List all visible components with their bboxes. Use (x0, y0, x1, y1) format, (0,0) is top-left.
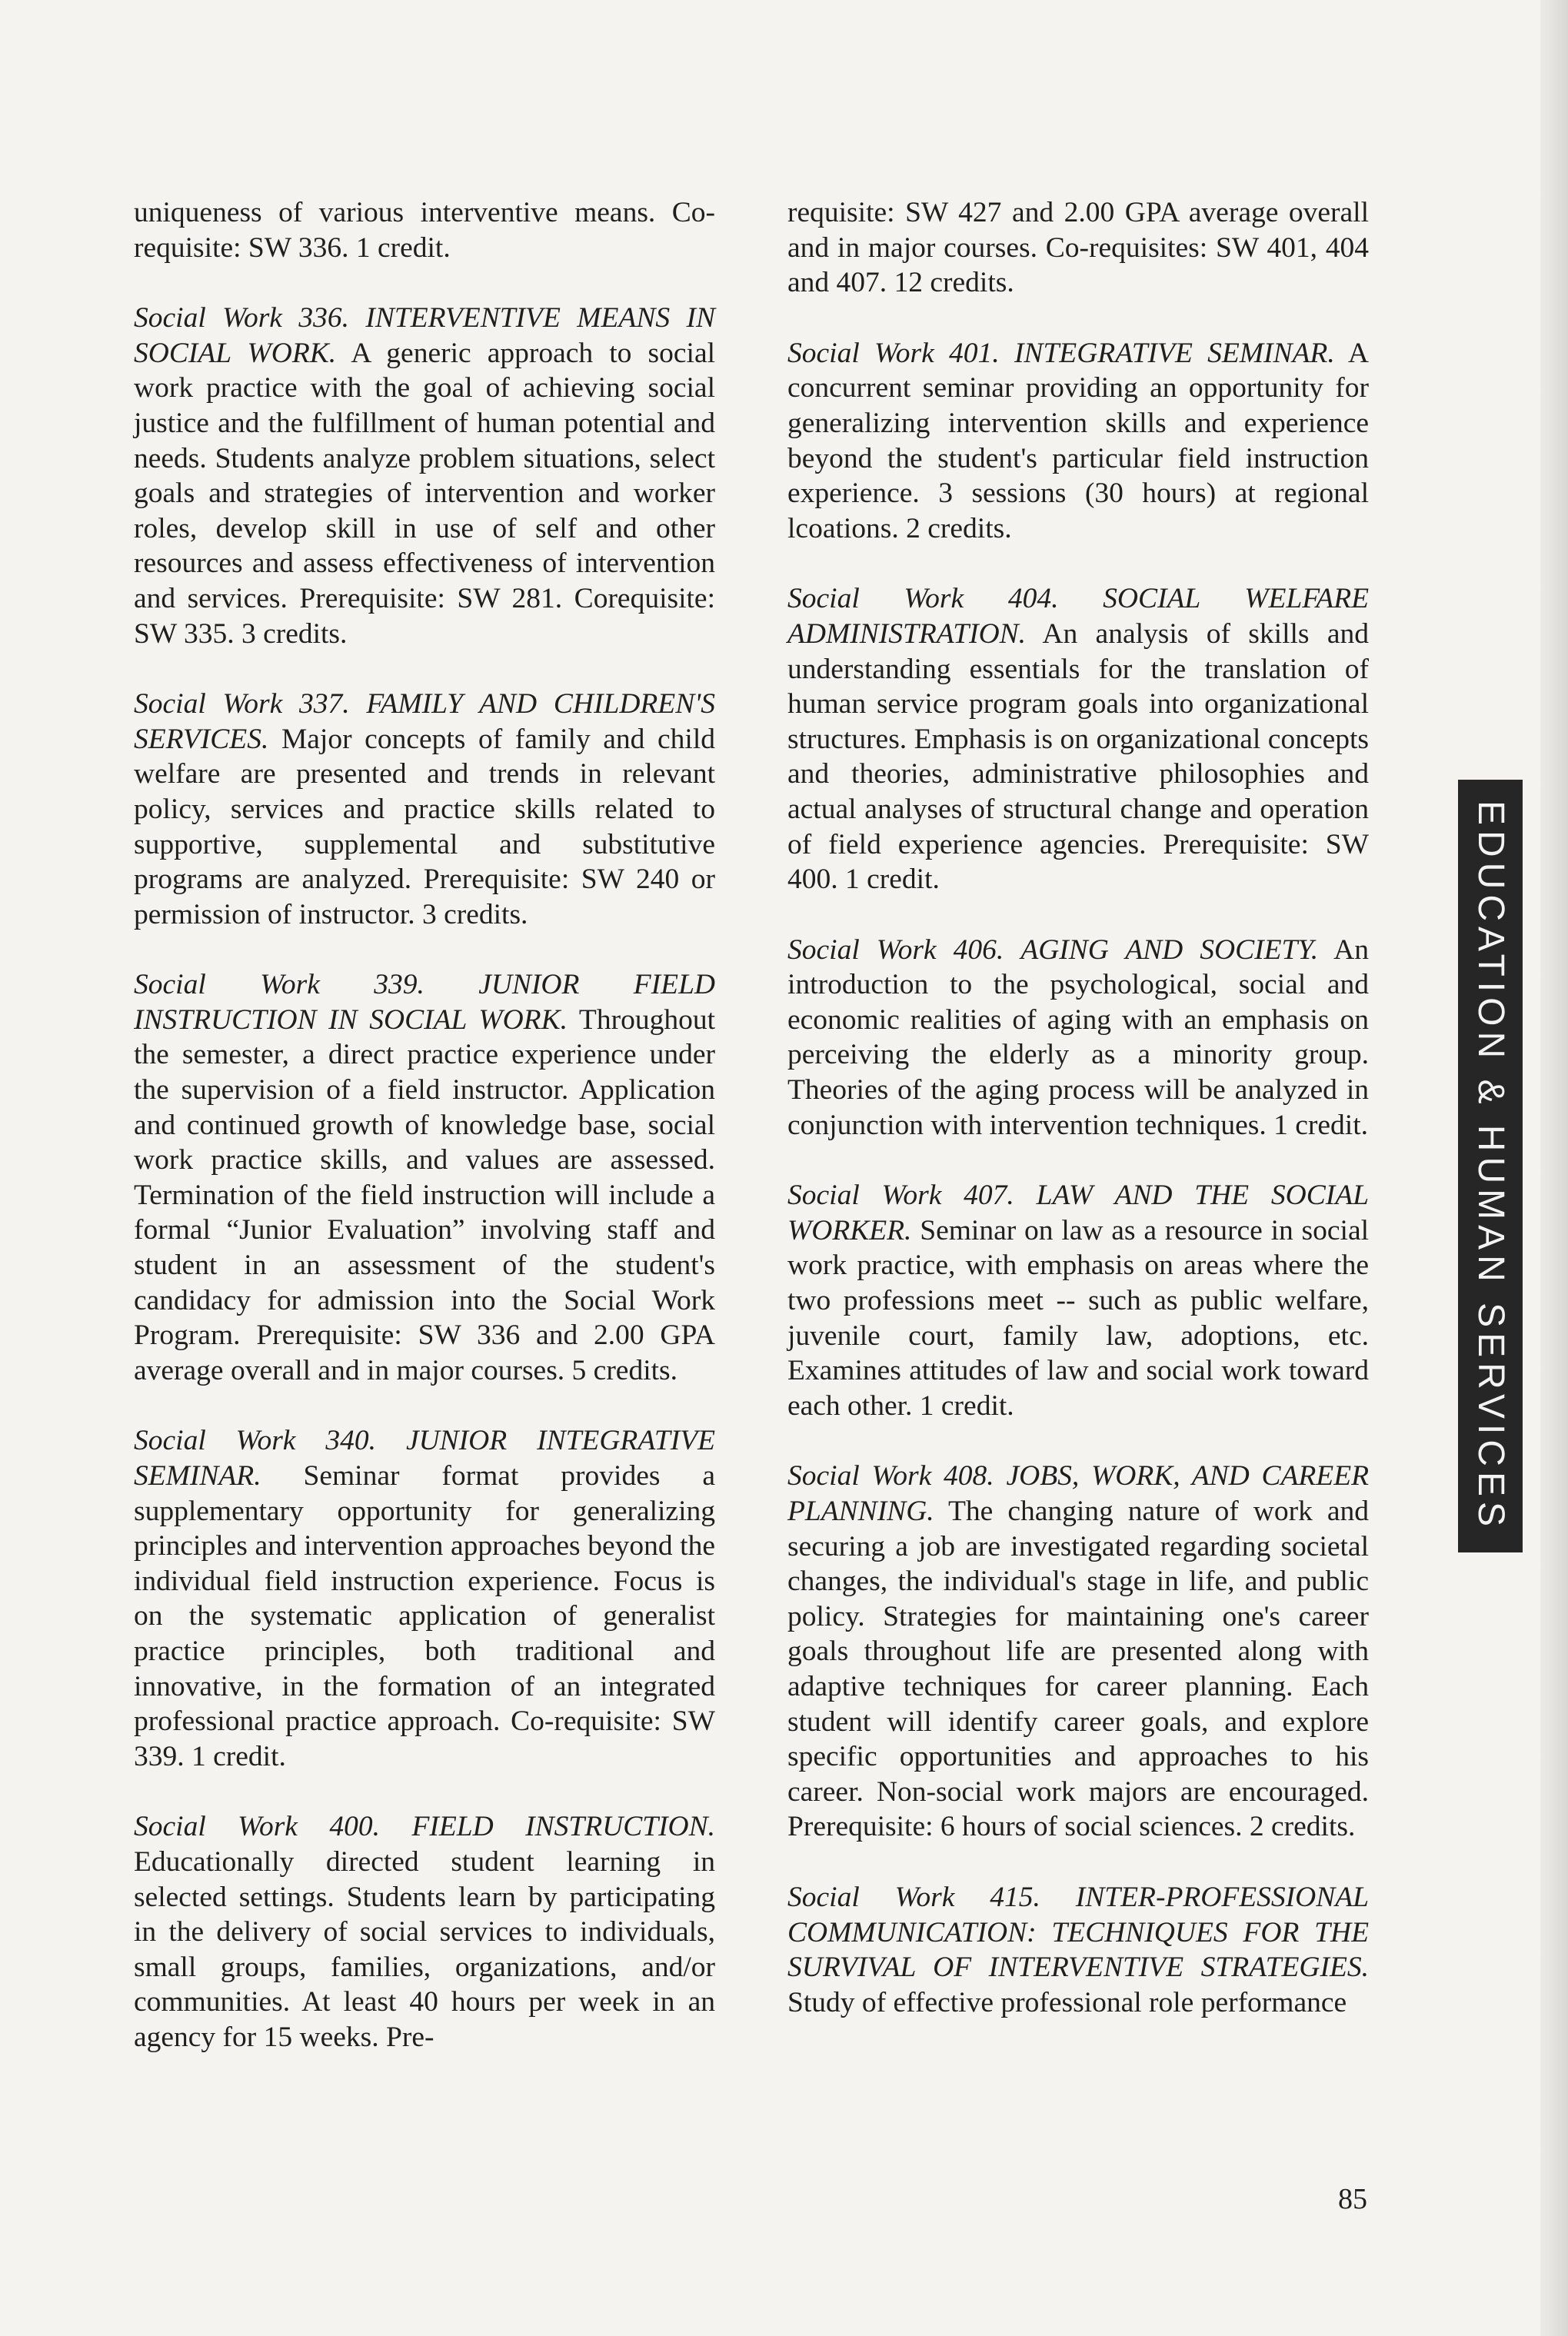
course-label: Social Work 407. (787, 1180, 1014, 1212)
course-entry-sw407 (787, 1178, 1369, 1423)
course-entry-sw337 (134, 687, 715, 932)
course-title: INTEGRATIVE SEMINAR. (1014, 337, 1335, 369)
course-body: An introduction to the psychological, social and economic realities of aging with an emphasis on perceiving the elderly as a minority group. Theories of the aging process will be analyzed in conjunction with intervention techniques. 1 credit. (787, 933, 1370, 1141)
course-title: AGING AND SOCIETY. (1020, 933, 1319, 966)
course-entry-sw408 (787, 1459, 1369, 1845)
course-description (134, 1423, 715, 1774)
course-entry-sw401 (787, 336, 1369, 547)
course-body: Seminar on law as a resource in social work practice, with emphasis on areas where the two professions meet -- such as public welfare, juvenile court, family law, adoptions, etc. Examines attitudes of law and social work toward each other. 1 credit. (787, 1214, 1370, 1422)
course-title: INTERVENTIVE MEANS IN SOCIAL WORK. (134, 302, 716, 369)
section-side-tab (1458, 780, 1523, 1552)
course-label: Social Work 339. (134, 969, 424, 1001)
course-label: Social Work 415. (787, 1881, 1040, 1913)
course-title: JUNIOR FIELD INSTRUCTION IN SOCIAL WORK. (134, 969, 716, 1036)
course-description (787, 1459, 1369, 1845)
left-column (134, 195, 715, 2091)
course-entry-sw406 (787, 933, 1369, 1143)
course-entry-sw404 (787, 581, 1369, 897)
course-body: Major concepts of family and child welfare are presented and trends in relevant policy, services and practice skills related to supportive, supplemental and substitutive programs are analyzed. Prerequisite: SW 240 or permission of instructor. 3 credits. (134, 723, 716, 930)
course-description (787, 336, 1369, 547)
course-body: Seminar format provides a supplementary opportunity for generalizing principles and intervention approaches beyond the individual field instruction experience. Focus is on the systematic application of generalist practice principles, both traditional and innovative, in the formation of an integrated professional practice approach. Co-requisite: SW 339. 1 credit. (134, 1460, 715, 1772)
course-body: An analysis of skills and understanding essentials for the translation of human service program goals into organizational structures. Emphasis is on organizational concepts and theories, administrative philosophies and actual analyses of structural change and operation of field experience agencies. Prerequisite: SW 400. 1 credit. (787, 617, 1369, 896)
course-label: Social Work 336. (134, 302, 349, 334)
course-entry-sw339 (134, 967, 715, 1388)
course-description (134, 687, 715, 932)
course-label: Social Work 400. (134, 1811, 380, 1843)
course-label: Social Work 401. (787, 337, 1000, 369)
course-entry-sw336 (134, 301, 715, 651)
course-description (134, 1809, 715, 2055)
course-title: SOCIAL WELFARE ADMINISTRATION. (787, 583, 1370, 650)
course-description (134, 967, 715, 1388)
course-body: A generic approach to social work practice with the goal of achieving social justice and the fulfillment of human potential and needs. Students analyze problem situations, select goals and strategies of intervention and worker roles, develop skill in use of self and other resources and assess effectiveness of intervention and services. Prerequisite: SW 281. Corequisite: SW 335. 3 credits. (134, 337, 716, 650)
course-label: Social Work 337. (134, 688, 350, 720)
page-edge-shadow (1540, 0, 1568, 2336)
course-entry-sw415 (787, 1880, 1369, 2020)
course-body: Educationally directed student learning in selected settings. Students learn by participating in the delivery of social services to individuals, small groups, families, organizations, and/or communities. At least 40 hours per week in an agency for 15 weeks. Pre- (134, 1845, 715, 2053)
course-body: Throughout the semester, a direct practice experience under the supervision of a field instructor. Application and continued growth of knowledge base, social work practice skills, and values are assessed. Termination of the field instruction will include a formal “Junior Evaluation” involving staff and student in an assessment of the student's candidacy for admission into the Social Work Program. Prerequisite: SW 336 and 2.00 GPA average overall and in major courses. 5 credits. (134, 1003, 715, 1386)
page-number: 85 (1338, 2183, 1367, 2215)
course-label: Social Work 406. (787, 933, 1004, 966)
course-label: Social Work 408. (787, 1460, 994, 1492)
course-entry-sw400 (134, 1809, 715, 2055)
course-description (787, 1880, 1369, 2020)
course-label: Social Work 404. (787, 583, 1059, 615)
course-description (787, 933, 1369, 1143)
course-title: FAMILY AND CHILDREN'S SERVICES. (134, 688, 715, 755)
course-body: The changing nature of work and securing a job are investigated regarding societal changes, the individual's stage in life, and public policy. Strategies for maintaining one's career goals throughout life are presented along with adaptive techniques for career planning. Each student will identify career goals, and explore specific opportunities and approaches to his career. Non-social work majors are encouraged. Prerequisite: 6 hours of social sciences. 2 credits. (787, 1496, 1369, 1843)
course-body: Study of effective professional role performance (787, 1986, 1347, 2018)
course-label: Social Work 340. (134, 1425, 376, 1457)
course-body: A concurrent seminar providing an opportunity for generalizing intervention skills and experience beyond the student's particular field instruction experience. 3 sessions (30 hours) at regional lcoations. 2 credits. (787, 337, 1370, 544)
course-description (787, 1178, 1369, 1423)
section-side-tab-label: EDUCATION & HUMAN SERVICES (1470, 800, 1511, 1532)
right-lead-text: requisite: SW 427 and 2.00 GPA average overall and in major courses. Co-requisites: SW 401, 404 and 407. 12 credits. (787, 197, 1369, 299)
course-entry-sw340 (134, 1423, 715, 1774)
right-column (787, 195, 1369, 2055)
course-title: LAW AND THE SOCIAL WORKER. (787, 1180, 1370, 1246)
course-title: JUNIOR INTEGRATIVE SEMINAR. (134, 1425, 716, 1492)
course-title: FIELD INSTRUCTION. (411, 1811, 716, 1843)
left-lead-text: uniqueness of various interventive means. Co-requisite: SW 336. 1 credit. (134, 197, 715, 264)
course-title: INTER-PROFESSIONAL COMMUNICATION: TECHNIQUES FOR THE SURVIVAL OF INTERVENTIVE STRATEGIES. (787, 1881, 1370, 1984)
course-description (134, 301, 715, 651)
course-title: JOBS, WORK, AND CAREER PLANNING. (787, 1460, 1370, 1527)
course-description (787, 581, 1369, 897)
